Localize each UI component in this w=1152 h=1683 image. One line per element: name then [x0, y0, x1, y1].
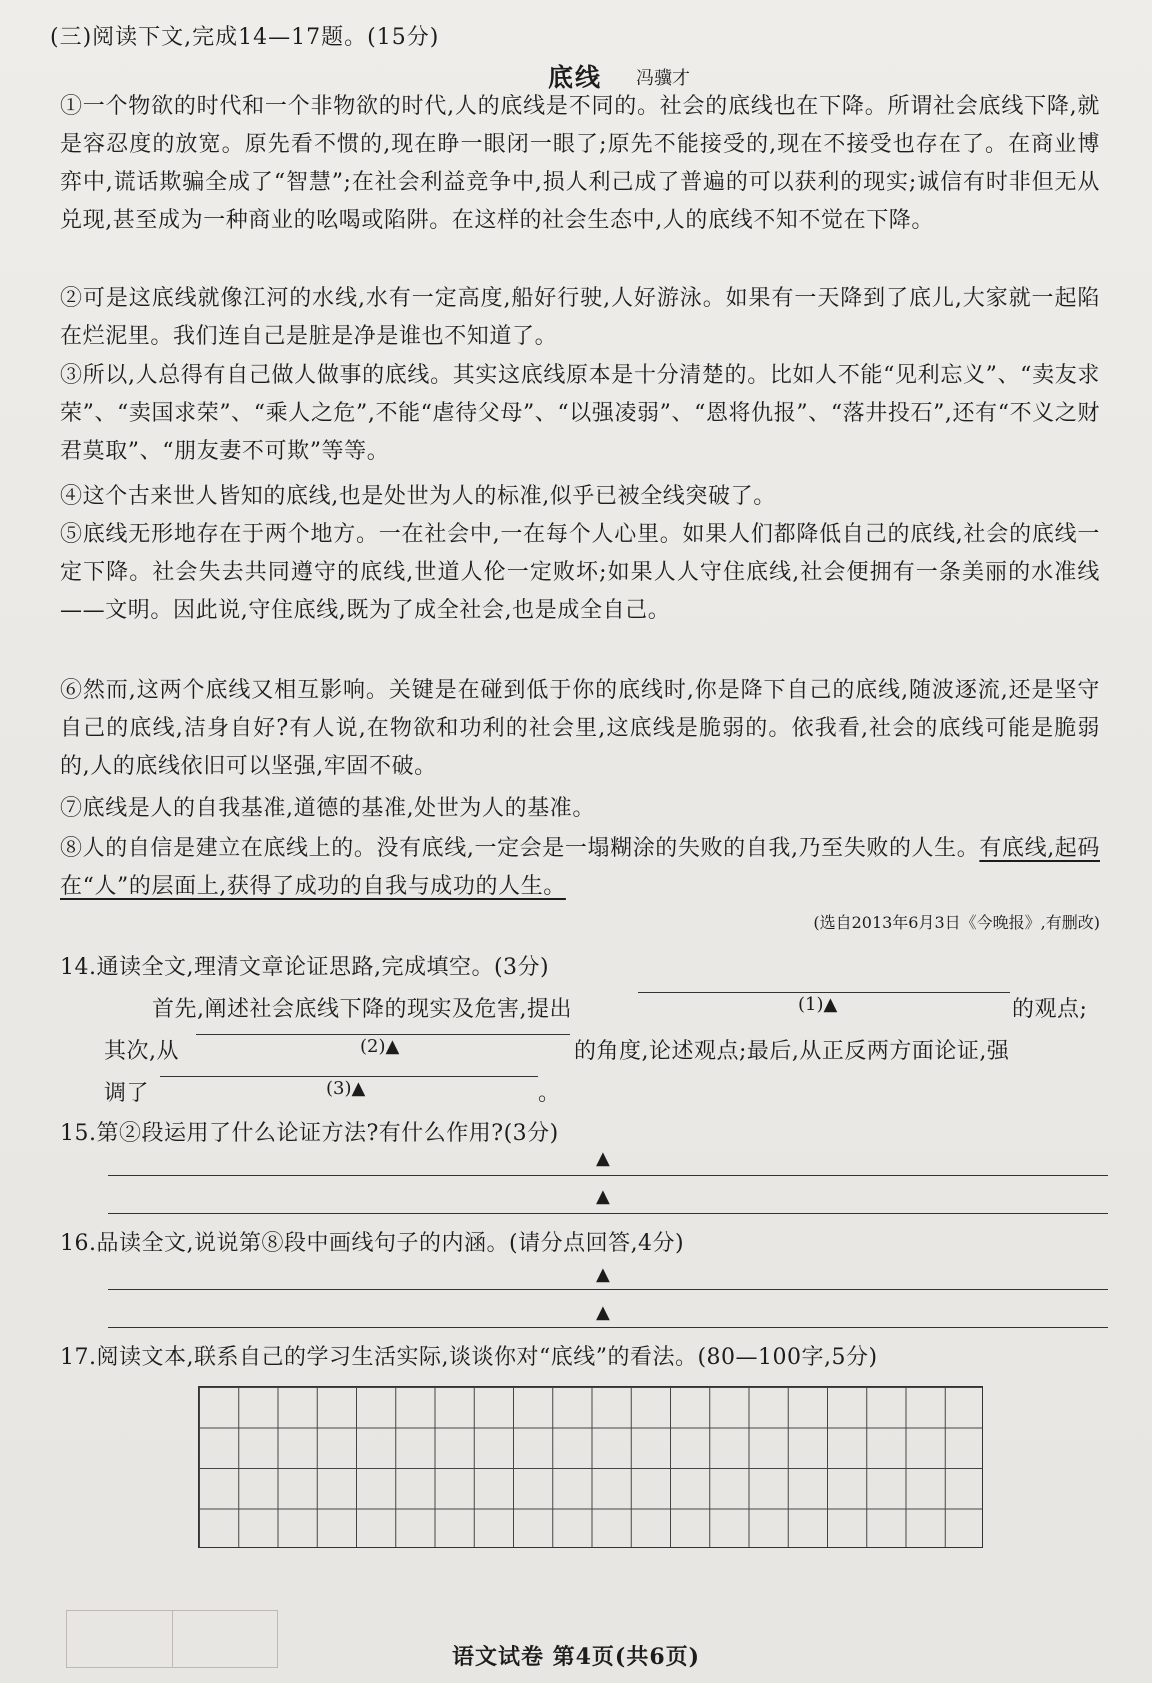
paragraph-1: ①一个物欲的时代和一个非物欲的时代,人的底线是不同的。社会的底线也在下降。所谓社会底线下降,就是容忍度的放宽。原先看不惯的,现在睁一眼闭一眼了;原先不能接受的,现在不接受也存在了。在商业博弈中,谎话欺骗全成了“智慧”;在社会利益竞争中,损人利己成了普遍的可以获利的现实;诚信有时非但无从兑现,甚至成为一种商业的吆喝或陷阱。在这样的社会生态中,人的底线不知不觉在下降。 — [60, 94, 1100, 233]
q16-answer-marker-2: ▲ — [596, 1302, 610, 1323]
question-14: 14.通读全文,理清文章论证思路,完成填空。(3分) — [60, 955, 550, 980]
q14-line1-end: 的观点; — [1012, 997, 1088, 1022]
q14-line2-end: 的角度,论述观点;最后,从正反两方面论证,强 — [574, 1039, 1010, 1064]
question-17: 17.阅读文本,联系自己的学习生活实际,谈谈你对“底线”的看法。(80—100字,5分) — [60, 1345, 878, 1370]
paragraph-3: ③所以,人总得有自己做人做事的底线。其实这底线原本是十分清楚的。比如人不能“见利忘义”、“卖友求荣”、“卖国求荣”、“乘人之危”,不能“虐待父母”、“以强凌弱”、“恩将仇报”、“落井投石”,还有“不义之财君莫取”、“朋友妻不可欺”等等。 — [60, 363, 1100, 464]
q14-blank-3[interactable] — [160, 1076, 538, 1099]
q14-line2-start: 其次,从 — [104, 1039, 179, 1064]
section-heading: (三)阅读下文,完成14—17题。(15分) — [50, 25, 440, 50]
paragraph-4: ④这个古来世人皆知的底线,也是处世为人的标准,似乎已被全线突破了。 — [60, 484, 776, 509]
question-16: 16.品读全文,说说第⑧段中画线句子的内涵。(请分点回答,4分) — [60, 1231, 685, 1256]
q14-blank-2[interactable] — [196, 1034, 570, 1057]
q16-answer-line-2[interactable] — [108, 1326, 1108, 1328]
paragraph-8 — [60, 830, 1100, 906]
q15-answer-marker-1: ▲ — [596, 1148, 610, 1169]
paragraph-8-text: ⑧人的自信是建立在底线上的。没有底线,一定会是一塌糊涂的失败的自我,乃至失败的人生。 — [60, 836, 980, 861]
article-title: 底线 — [548, 63, 603, 92]
q14-line3-end: 。 — [538, 1081, 561, 1106]
q16-answer-marker-1: ▲ — [596, 1264, 610, 1285]
q15-answer-marker-2: ▲ — [596, 1186, 610, 1207]
article-author: 冯骥才 — [636, 68, 690, 89]
essay-answer-grid[interactable] — [198, 1386, 983, 1548]
paragraph-7: ⑦底线是人的自我基准,道德的基准,处世为人的基准。 — [60, 796, 595, 821]
article-source: (选自2013年6月3日《今晚报》,有删改) — [813, 913, 1100, 932]
paragraph-6: ⑥然而,这两个底线又相互影响。关键是在碰到低于你的底线时,你是降下自己的底线,随波逐流,还是坚守自己的底线,洁身自好?有人说,在物欲和功利的社会里,这底线是脆弱的。依我看,社会的底线可能是脆弱的,人的底线依旧可以坚强,牢固不破。 — [60, 678, 1100, 779]
q15-answer-line-1[interactable] — [108, 1174, 1108, 1176]
q14-blank-1[interactable] — [638, 992, 1010, 1015]
paragraph-5: ⑤底线无形地存在于两个地方。一在社会中,一在每个人心里。如果人们都降低自己的底线,社会的底线一定下降。社会失去共同遵守的底线,世道人伦一定败坏;如果人人守住底线,社会便拥有一条美丽的水准线——文明。因此说,守住底线,既为了成全社会,也是成全自己。 — [60, 522, 1100, 623]
paragraph-8-underlined: 有底线,起码在“人”的层面上,获得了成功的自我与成功的人生。 — [60, 836, 1100, 899]
q16-answer-line-1[interactable] — [108, 1288, 1108, 1290]
q14-line3-start: 调了 — [104, 1081, 150, 1106]
q14-blank-2-label: (2)▲ — [360, 1036, 400, 1057]
question-15: 15.第②段运用了什么论证方法?有什么作用?(3分) — [60, 1121, 559, 1146]
paragraph-2: ②可是这底线就像江河的水线,水有一定高度,船好行驶,人好游泳。如果有一天降到了底儿,大家就一起陷在烂泥里。我们连自己是脏是净是谁也不知道了。 — [60, 286, 1100, 349]
q14-blank-1-label: (1)▲ — [798, 994, 838, 1015]
q15-answer-line-2[interactable] — [108, 1212, 1108, 1214]
q14-blank-3-label: (3)▲ — [326, 1078, 366, 1099]
q14-line1-start: 首先,阐述社会底线下降的现实及危害,提出 — [152, 997, 572, 1022]
page-footer: 语文试卷 第4页(共6页) — [451, 1644, 701, 1670]
